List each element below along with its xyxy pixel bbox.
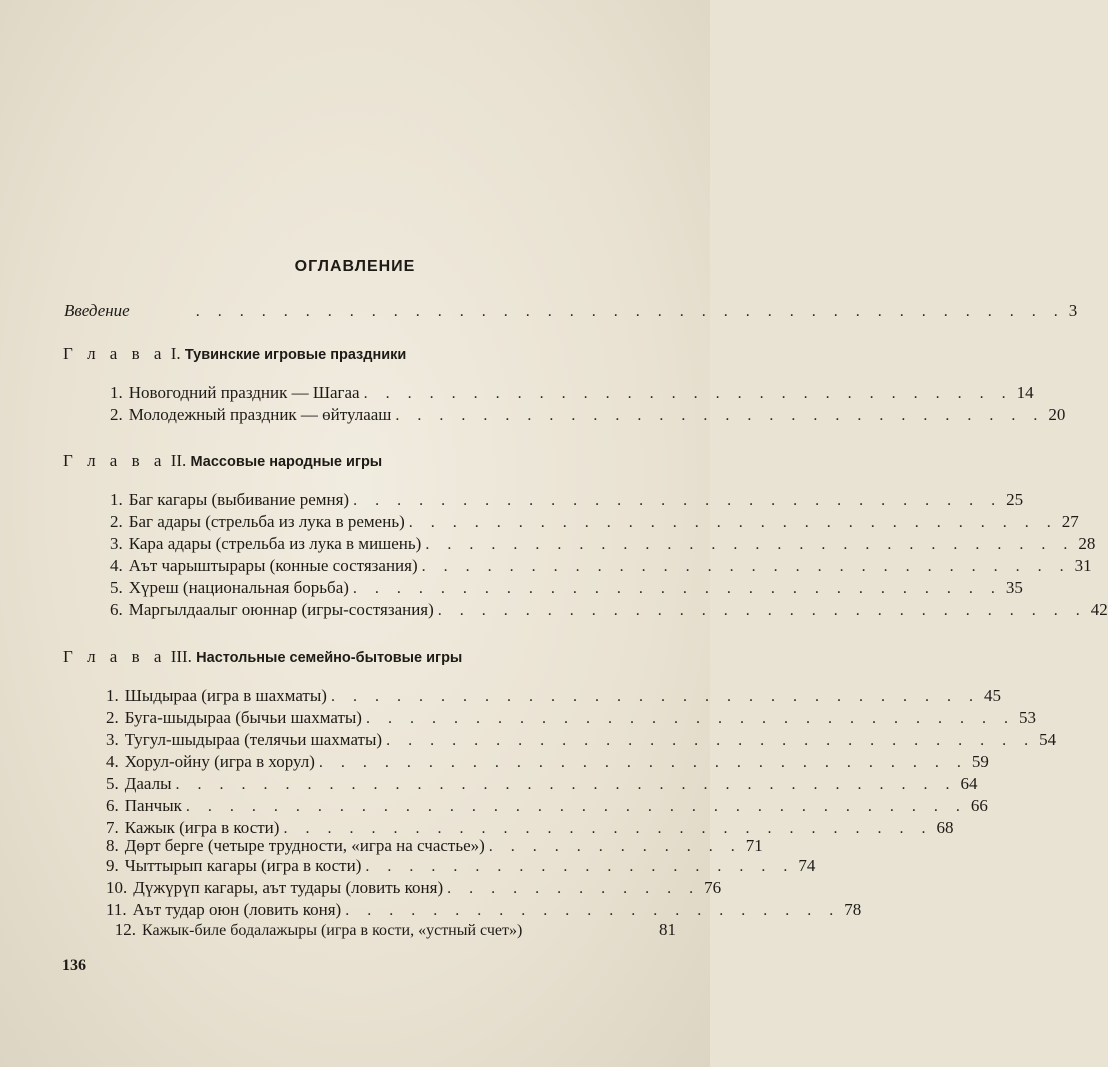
toc-page-number: 25 xyxy=(1006,490,1024,509)
toc-page-number: 14 xyxy=(1016,383,1034,402)
toc-page-number: 78 xyxy=(844,900,862,919)
dot-leader: . . . . . . . . . . . . . . . . . . . . . . . . . . . . . . xyxy=(283,820,933,837)
chapter-title: Тувинские игровые праздники xyxy=(184,347,407,363)
dot-leader: . . . . . . . . . . . . . . . . . . . . . . . . . . . . . . xyxy=(437,602,1087,619)
toc-page-number: 3 xyxy=(1068,301,1078,320)
toc-entry-text: Баг кагары (выбивание ремня) xyxy=(128,490,350,509)
toc-entry-text: Баг адары (стрельба из лука в ремень) xyxy=(128,512,405,531)
toc-entry-text: Буга-шыдыраа (бычьи шахматы) xyxy=(124,708,362,727)
dot-leader: . . . . . . . . . . . . . . . . . . . . . . . . . . . . . . xyxy=(386,732,1036,749)
toc-page-number: 35 xyxy=(1005,578,1023,597)
dot-leader: . . . . . . . . . . . . . . . . . . . . . . . . . . . . . . xyxy=(395,407,1045,424)
dot-leader: . . . . . . . . . . . . . . . . . . . . . . . . . . . . . . xyxy=(330,688,980,705)
chapter-title: Настольные семейно-бытовые игры xyxy=(196,650,463,666)
toc-page-number: 71 xyxy=(745,836,763,855)
chapter-numeral: I. xyxy=(170,344,181,363)
chapter-numeral: III. xyxy=(170,647,192,666)
toc-page-number: 76 xyxy=(704,878,722,897)
toc-entry-text: Хорул-ойну (игра в хорул) xyxy=(124,752,315,771)
toc-page-number: 20 xyxy=(1048,405,1066,424)
toc-entry xyxy=(106,708,1036,730)
toc-page-number: 45 xyxy=(983,686,1001,705)
chapter-heading xyxy=(63,647,462,669)
toc-intro xyxy=(64,301,1078,323)
toc-entry-text: Дөрт берге (четыре трудности, «игра на счастье») xyxy=(124,836,485,855)
chapter-prefix: Г л а в а xyxy=(63,344,167,363)
toc-entry-number: 1. xyxy=(106,686,119,705)
toc-entry-text: Хүреш (национальная борьба) xyxy=(128,578,349,597)
toc-entry-text: Кажык (игра в кости) xyxy=(124,818,280,837)
dot-leader: . . . . . . . . . . . . . . . . . . . . . . . . . . . . . . xyxy=(363,385,1013,402)
toc-entry xyxy=(110,512,1079,534)
toc-entry xyxy=(106,752,989,774)
dot-leader: . . . . . . . . . . . . . . . . . . . . . . . . . . . . . . . . . . . . xyxy=(185,798,967,815)
dot-leader: . . . . . . . . . . . . . . . . . . . . . . . . . . . . . . xyxy=(352,580,1002,597)
dot-leader: . . . . . . . . . . . . . . . . . . . . . . . . . . . . . . . . . . . . . . . . xyxy=(195,303,1065,320)
toc-entry-number: 5. xyxy=(106,774,119,793)
dot-leader: . . . . . . . . . . . . . . . . . . . . . . . . . . . . . . xyxy=(318,754,968,771)
dot-leader: . . . . . . . . . . . . . . . . . . . . . . . xyxy=(345,902,841,919)
toc-entry-text: Кара адары (стрельба из лука в мишень) xyxy=(128,534,422,553)
toc-entry xyxy=(106,836,763,858)
toc-entry-text: Маргылдаалыг оюннар (игры-состязания) xyxy=(128,600,434,619)
toc-entry xyxy=(106,900,862,922)
toc-page-number: 74 xyxy=(798,856,816,875)
dot-leader: . . . . . . . . . . . . . . . . . . . . . . . . . . . . . . . . . . . . xyxy=(175,776,957,793)
toc-entry xyxy=(110,534,1096,556)
toc-entry xyxy=(106,856,816,878)
toc-page-number: 27 xyxy=(1061,512,1079,531)
toc-page-number: 53 xyxy=(1018,708,1036,727)
toc-entry-number: 3. xyxy=(106,730,119,749)
dot-leader: . . . . . . . . . . . . xyxy=(488,838,742,855)
toc-page-number: 42 xyxy=(1090,600,1108,619)
page-title: ОГЛАВЛЕНИЕ xyxy=(294,258,416,275)
toc-entry xyxy=(110,556,1092,578)
toc-entry-number: 2. xyxy=(106,708,119,727)
toc-page-number: 66 xyxy=(970,796,988,815)
toc-entry xyxy=(110,383,1034,405)
toc-entry-text: Панчык xyxy=(124,796,182,815)
toc-entry xyxy=(106,730,1057,752)
page-number: 136 xyxy=(62,957,86,974)
toc-entry-number: 4. xyxy=(110,556,123,575)
toc-entry-text: Молодежный праздник — өйтулааш xyxy=(128,405,392,424)
toc-entry xyxy=(110,405,1066,427)
toc-entry-text: Шыдыраа (игра в шахматы) xyxy=(124,686,327,705)
chapter-prefix: Г л а в а xyxy=(63,451,167,470)
toc-entry-number: 6. xyxy=(110,600,123,619)
toc-page-number: 54 xyxy=(1039,730,1057,749)
toc-page-number: 64 xyxy=(960,774,978,793)
toc-entry-text: Аът чарыштырары (конные состязания) xyxy=(128,556,418,575)
toc-entry-text: Даалы xyxy=(124,774,172,793)
toc-page-number: 28 xyxy=(1078,534,1096,553)
toc-entry-number: 10. xyxy=(106,878,128,897)
toc-entry xyxy=(110,600,1108,622)
toc-entry xyxy=(106,774,978,796)
toc-entry-number: 3. xyxy=(110,534,123,553)
dot-leader: . . . . . . . . . . . . . . . . . . . . . . . . . . . . . . xyxy=(425,536,1075,553)
toc-entry xyxy=(106,686,1001,708)
dot-leader: . . . . . . . . . . . . . . . . . . . . . . . . . . . . . . xyxy=(353,492,1003,509)
toc-entry-number: 11. xyxy=(106,900,127,919)
dot-leader: . . . . . . . . . . . . . . . . . . . . . . . . . . . . . . xyxy=(365,710,1015,727)
dot-leader: . . . . . . . . . . . . xyxy=(447,880,701,897)
dot-leader: . . . . . . . . . . . . . . . . . . . . . . . . . . . . . . xyxy=(408,514,1058,531)
toc-entry xyxy=(106,878,722,900)
toc-entry-text: Чыттырып кагары (игра в кости) xyxy=(124,856,362,875)
toc-entry xyxy=(110,578,1023,600)
toc-entry-number: 8. xyxy=(106,836,119,855)
toc-entry-text: Новогодний праздник — Шагаа xyxy=(128,383,360,402)
toc-intro-text: Введение xyxy=(64,301,130,320)
chapter-numeral: II. xyxy=(170,451,187,470)
toc-entry-text: Аът тудар оюн (ловить коня) xyxy=(132,900,342,919)
chapter-heading xyxy=(63,451,382,473)
chapter-heading xyxy=(63,344,406,366)
toc-entry-number: 9. xyxy=(106,856,119,875)
toc-entry xyxy=(106,920,676,942)
toc-entry-number: 5. xyxy=(110,578,123,597)
toc-entry-number: 4. xyxy=(106,752,119,771)
toc-entry-text: Тугул-шыдыраа (телячьи шахматы) xyxy=(124,730,383,749)
toc-page-number: 31 xyxy=(1074,556,1092,575)
chapter-prefix: Г л а в а xyxy=(63,647,167,666)
toc-page-number: 59 xyxy=(971,752,989,771)
chapter-title: Массовые народные игры xyxy=(190,454,383,470)
toc-entry-number: 1. xyxy=(110,490,123,509)
toc-entry-text: Дүжүрүп кагары, аът тудары (ловить коня) xyxy=(133,878,444,897)
toc-entry-number: 6. xyxy=(106,796,119,815)
toc-entry xyxy=(106,796,988,818)
toc-entry-number: 2. xyxy=(110,512,123,531)
dot-leader: . . . . . . . . . . . . . . . . . . . . xyxy=(365,858,795,875)
toc-page-number: 81 xyxy=(659,920,676,939)
toc-entry-text: Кажык-биле бодалажыры (игра в кости, «устный счет») xyxy=(142,922,523,939)
toc-entry xyxy=(110,490,1024,512)
toc-page-number: 68 xyxy=(936,818,954,837)
toc-entry-number: 2. xyxy=(110,405,123,424)
toc-entry-number: 12. xyxy=(114,920,136,939)
toc-entry-number: 1. xyxy=(110,383,123,402)
dot-leader: . . . . . . . . . . . . . . . . . . . . . . . . . . . . . . xyxy=(421,558,1071,575)
toc-entry-number: 7. xyxy=(106,818,119,837)
